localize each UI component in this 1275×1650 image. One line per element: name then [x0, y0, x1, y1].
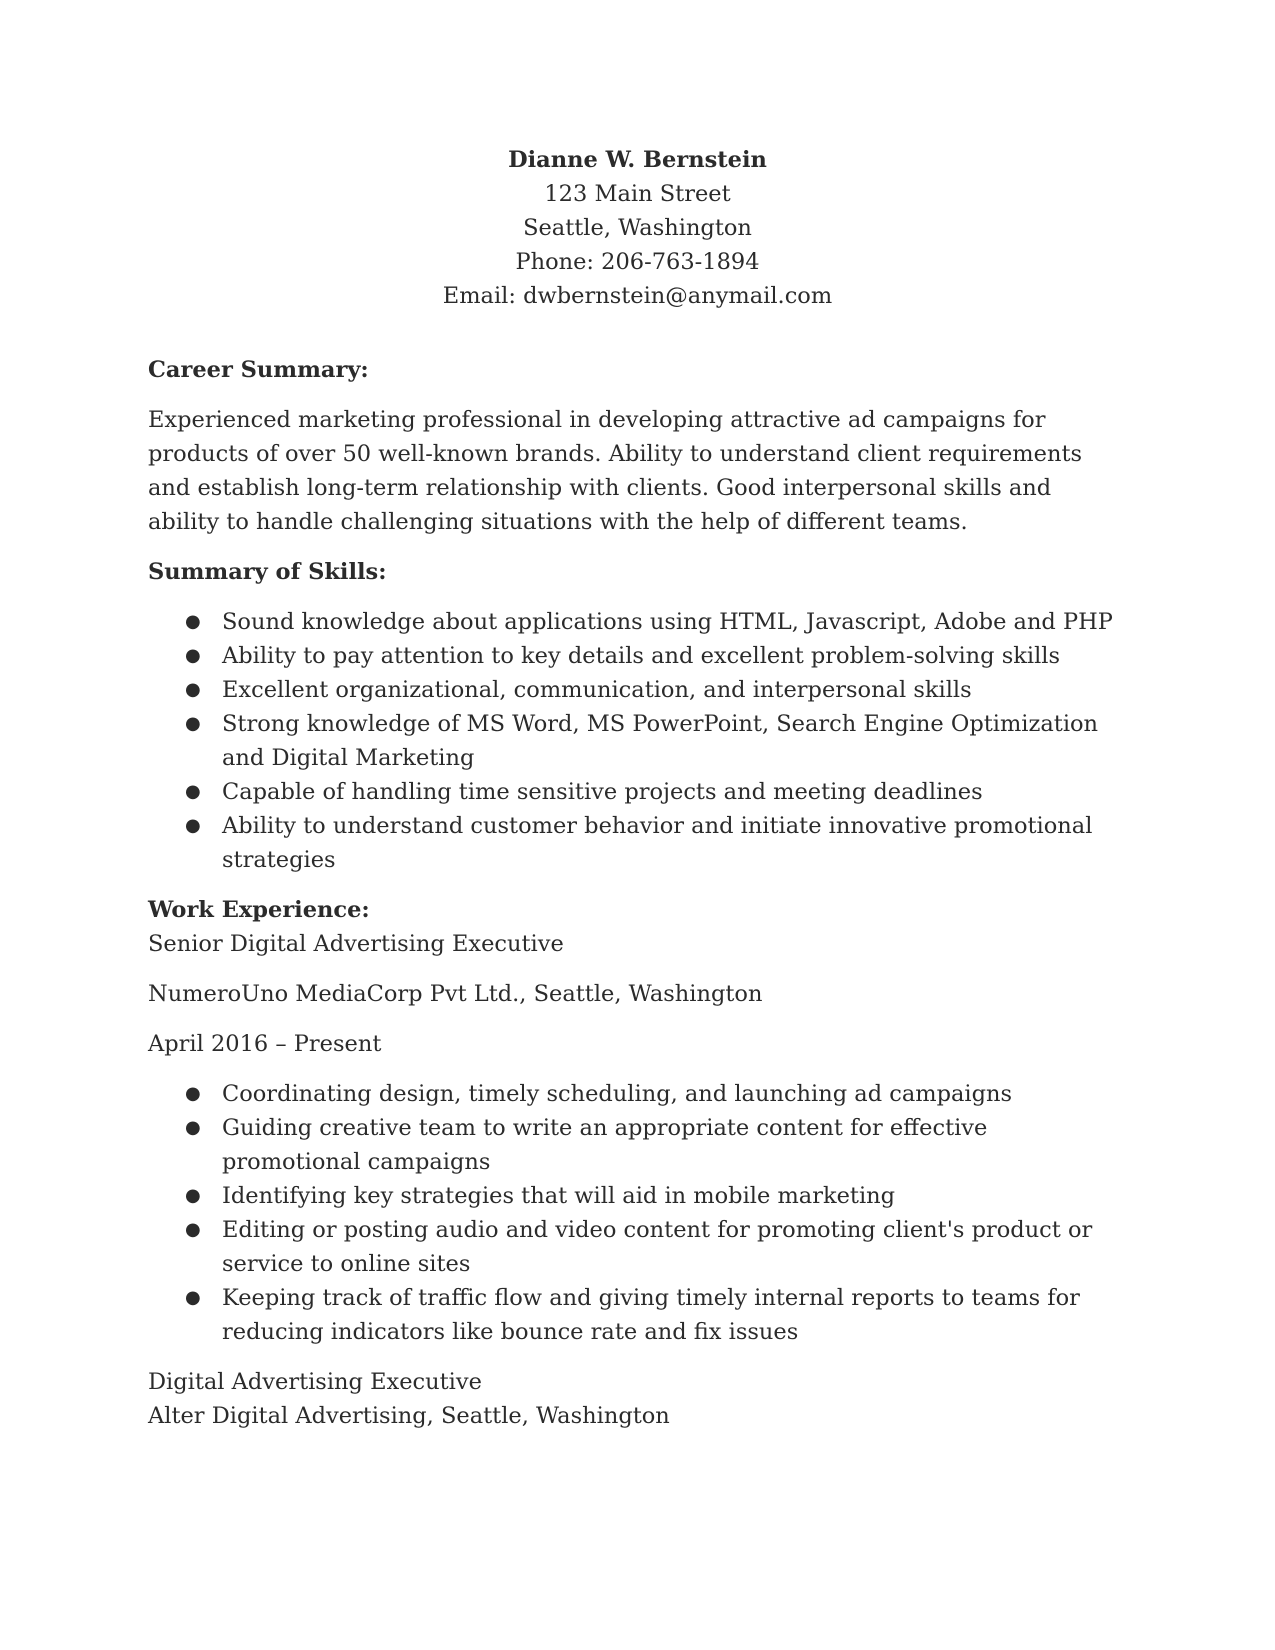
bullet-icon: ●	[185, 815, 201, 836]
skills-heading: Summary of Skills:	[148, 559, 387, 585]
duty-text: Editing or posting audio and video content for promoting client's product or service to online sites	[222, 1217, 1093, 1277]
skill-text: Strong knowledge of MS Word, MS PowerPoint, Search Engine Optimization and Digital Marketing	[222, 711, 1099, 771]
bullet-icon: ●	[185, 645, 201, 666]
duty-item	[148, 1077, 1128, 1111]
skill-text: Excellent organizational, communication, and interpersonal skills	[222, 677, 972, 703]
skill-text: Ability to pay attention to key details and excellent problem-solving skills	[222, 643, 1061, 669]
work-experience-heading: Work Experience:	[148, 897, 370, 923]
career-summary-text: Experienced marketing professional in developing attractive ad campaigns for products of over 50 well-known brands. Ability to understand client requirements and establish long-term relationship with clients. Good interpersonal skills and ability to handle challenging situations with the help of different teams.	[148, 407, 1083, 535]
duty-text: Guiding creative team to write an appropriate content for effective promotional campaigns	[222, 1115, 988, 1175]
duty-text: Identifying key strategies that will aid in mobile marketing	[222, 1183, 896, 1209]
job-title: Digital Advertising Executive	[148, 1369, 482, 1395]
duty-item	[148, 1179, 1128, 1213]
duty-text: Coordinating design, timely scheduling, and launching ad campaigns	[222, 1081, 1013, 1107]
job-duties-list	[148, 1077, 1128, 1349]
job-company: NumeroUno MediaCorp Pvt Ltd., Seattle, Washington	[148, 981, 763, 1007]
contact-header	[0, 143, 1275, 313]
bullet-icon: ●	[185, 1219, 201, 1240]
phone-number: Phone: 206-763-1894	[515, 249, 760, 275]
skill-text: Sound knowledge about applications using HTML, Javascript, Adobe and PHP	[222, 609, 1113, 635]
duty-item	[148, 1111, 1128, 1179]
skills-list	[148, 605, 1128, 877]
skill-item	[148, 775, 1128, 809]
bullet-icon: ●	[185, 1117, 201, 1138]
skill-item	[148, 673, 1128, 707]
candidate-name: Dianne W. Bernstein	[508, 147, 767, 173]
skill-text: Capable of handling time sensitive projects and meeting deadlines	[222, 779, 983, 805]
job-title: Senior Digital Advertising Executive	[148, 931, 564, 957]
job-company: Alter Digital Advertising, Seattle, Washington	[148, 1403, 670, 1429]
career-summary-heading: Career Summary:	[148, 357, 369, 383]
resume-body	[148, 353, 1128, 1433]
duty-text: Keeping track of traffic flow and giving timely internal reports to teams for reducing indicators like bounce rate and fix issues	[222, 1285, 1080, 1345]
skill-text: Ability to understand customer behavior and initiate innovative promotional strategies	[222, 813, 1093, 873]
job-dates: April 2016 – Present	[148, 1031, 382, 1057]
skill-item	[148, 605, 1128, 639]
bullet-icon: ●	[185, 679, 201, 700]
bullet-icon: ●	[185, 1185, 201, 1206]
duty-item	[148, 1213, 1128, 1281]
duty-item	[148, 1281, 1128, 1349]
skill-item	[148, 809, 1128, 877]
bullet-icon: ●	[185, 713, 201, 734]
city-state: Seattle, Washington	[523, 215, 752, 241]
bullet-icon: ●	[185, 1287, 201, 1308]
street-address: 123 Main Street	[544, 181, 731, 207]
bullet-icon: ●	[185, 611, 201, 632]
bullet-icon: ●	[185, 1083, 201, 1104]
bullet-icon: ●	[185, 781, 201, 802]
email-address: Email: dwbernstein@anymail.com	[442, 283, 833, 309]
skill-item	[148, 639, 1128, 673]
skill-item	[148, 707, 1128, 775]
